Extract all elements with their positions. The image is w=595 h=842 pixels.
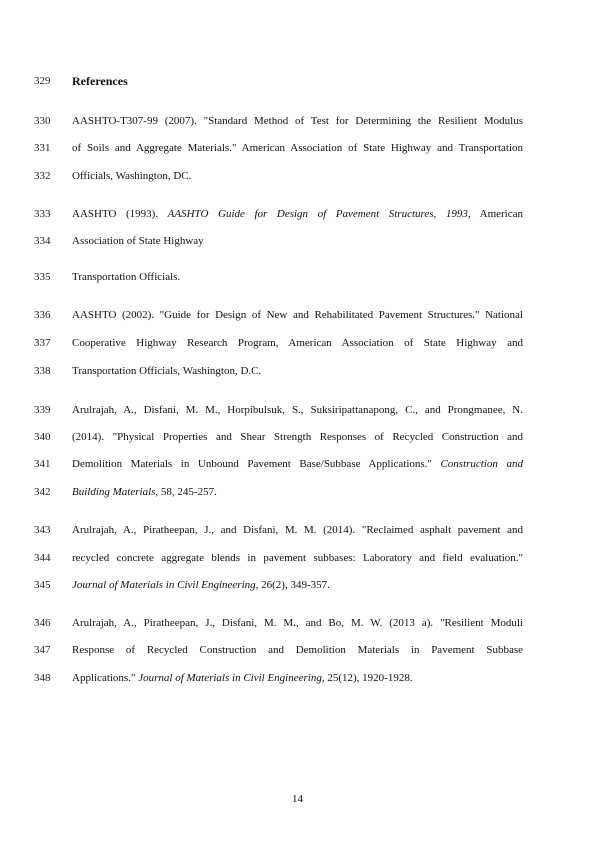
reference-line [72, 270, 523, 284]
text-run: Association of State Highway [72, 235, 204, 247]
page-number: 14 [292, 793, 303, 805]
line-number: 335 [34, 271, 51, 283]
reference-line [72, 308, 523, 322]
reference-line [72, 169, 523, 183]
reference-line [72, 578, 523, 592]
text-run: , American [467, 208, 523, 220]
line-number: 331 [34, 142, 51, 154]
text-run: AASHTO-T307-99 (2007). "Standard Method of Test for Determining the Resilient Modulus [72, 115, 523, 127]
text-run: Demolition Materials in Unbound Pavement Base/Subbase Applications." [72, 458, 441, 470]
section-heading [72, 74, 523, 88]
text-run: , 26(2), 349-357. [255, 579, 330, 591]
reference-line [72, 364, 523, 378]
text-run: AASHTO (1993). [72, 208, 168, 220]
text-run: of Soils and Aggregate Materials." American Association of State Highway and Transportation [72, 142, 523, 154]
line-number: 344 [34, 552, 51, 564]
reference-line [72, 523, 523, 537]
reference-line [72, 336, 523, 350]
line-number: 348 [34, 672, 51, 684]
line-number: 339 [34, 404, 51, 416]
reference-line [72, 207, 523, 221]
text-run: Transportation Officials, Washington, D.C. [72, 365, 262, 377]
reference-line [72, 141, 523, 155]
reference-line [72, 551, 523, 565]
line-number: 341 [34, 458, 51, 470]
reference-line [72, 485, 523, 499]
reference-line [72, 403, 523, 417]
italic-text: Building Materials [72, 486, 156, 498]
line-number: 337 [34, 337, 51, 349]
line-number: 334 [34, 235, 51, 247]
italic-text: AASHTO Guide for Design of Pavement Structures, 1993 [167, 208, 468, 220]
line-number: 338 [34, 365, 51, 377]
reference-line [72, 234, 523, 248]
line-number: 336 [34, 309, 51, 321]
text-run: recycled concrete aggregate blends in pavement subbases: Laboratory and field evaluation." [72, 552, 523, 564]
line-number: 340 [34, 431, 51, 443]
text-run: Arulrajah, A., Piratheepan, J., Disfani, M. M., and Bo, M. W. (2013 a). "Resilient Moduli [72, 617, 523, 629]
text-run: , 25(12), 1920-1928. [321, 672, 413, 684]
reference-line [72, 616, 523, 630]
text-run: Arulrajah, A., Disfani, M. M., Horpibulsuk, S., Suksiripattanapong, C., and Prongmanee, N. [72, 404, 523, 416]
line-number: 330 [34, 115, 51, 127]
reference-line [72, 671, 523, 685]
italic-text: Journal of Materials in Civil Engineering [138, 672, 322, 684]
text-run: , 58, 245-257. [155, 486, 217, 498]
text-run: Cooperative Highway Research Program, American Association of State Highway and [72, 337, 523, 349]
line-number: 347 [34, 644, 51, 656]
reference-line [72, 430, 523, 444]
line-number: 345 [34, 579, 51, 591]
text-run: Transportation Officials. [72, 271, 181, 283]
reference-line [72, 114, 523, 128]
text-run: Response of Recycled Construction and Demolition Materials in Pavement Subbase [72, 644, 523, 656]
text-run: Applications." [72, 672, 139, 684]
reference-line [72, 457, 523, 471]
text-run: AASHTO (2002). "Guide for Design of New and Rehabilitated Pavement Structures." National [72, 309, 523, 321]
line-number: 332 [34, 170, 51, 182]
line-number: 333 [34, 208, 51, 220]
italic-text: Construction and [440, 458, 523, 470]
italic-text: Journal of Materials in Civil Engineering [72, 579, 256, 591]
reference-line [72, 643, 523, 657]
line-number: 343 [34, 524, 51, 536]
text-run: Arulrajah, A., Piratheepan, J., and Disfani, M. M. (2014). "Reclaimed asphalt pavement and [72, 524, 523, 536]
line-number: 342 [34, 486, 51, 498]
text-run: Officials, Washington, DC. [72, 170, 192, 182]
text-run: (2014). "Physical Properties and Shear Strength Responses of Recycled Construction and [72, 431, 523, 443]
text-run: References [72, 74, 128, 88]
line-number: 346 [34, 617, 51, 629]
line-number: 329 [34, 75, 51, 87]
